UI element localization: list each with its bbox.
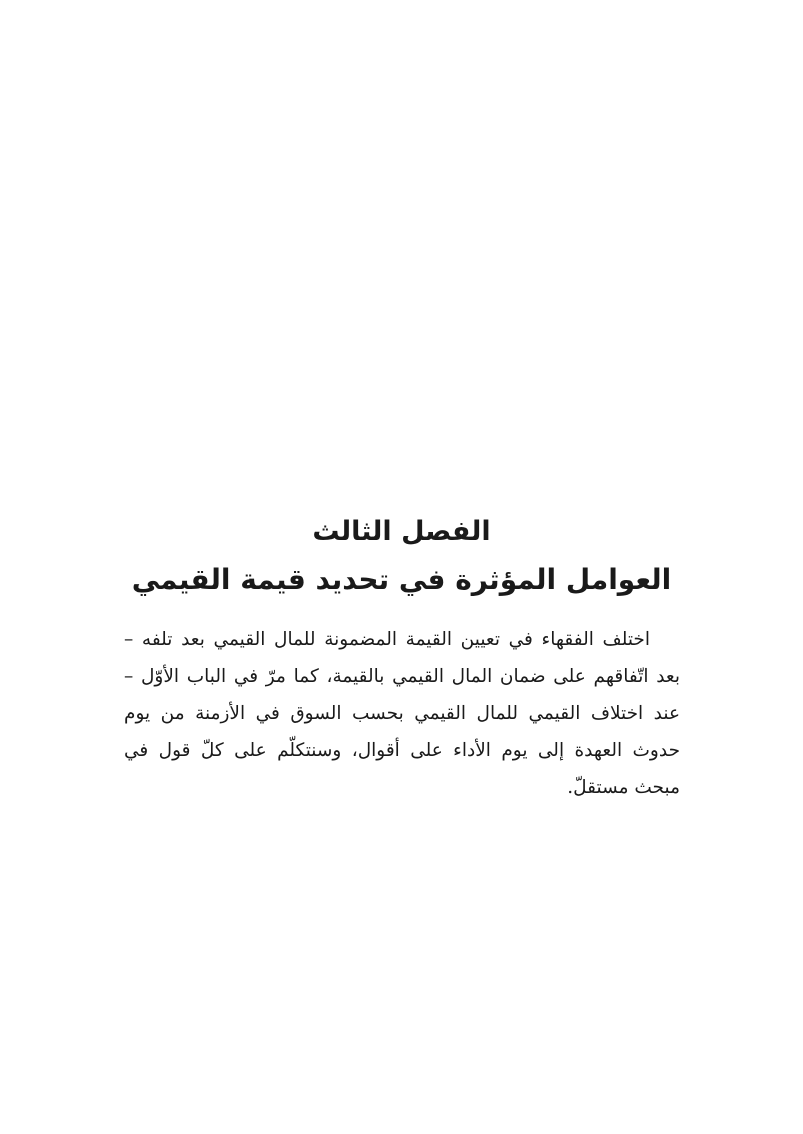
body-paragraph: اختلف الفقهاء في تعيين القيمة المضمونة للمال القيمي بعد تلفه – بعد اتّفاقهم على ضمان المال القيمي بالقيمة، كما مرّ في الباب الأوّل – عند اختلاف القيمي للمال القيمي بحسب السوق في الأزمنة من يوم حدوث العهدة إلى يوم الأداء على أقوال، وسنتكلّم على كلّ قول في مبحث مستقلّ. (124, 629, 680, 798)
chapter-title: الفصل الثالث (312, 516, 491, 547)
chapter-subtitle: العوامل المؤثرة في تحديد قيمة القيمي (131, 563, 672, 596)
